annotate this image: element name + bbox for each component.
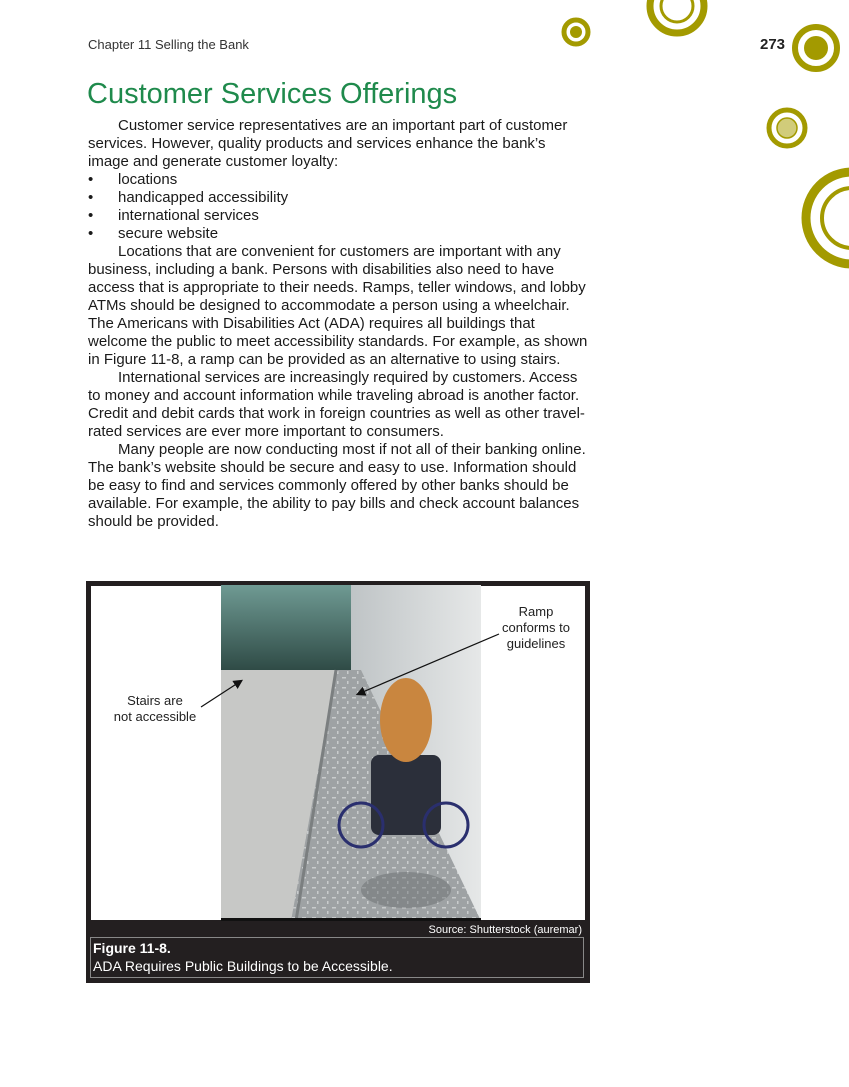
callout-ramp: Ramp conforms to guidelines bbox=[502, 604, 570, 651]
figure-label: Figure 11-8. bbox=[93, 940, 171, 956]
callout-stairs: Stairs are not accessible bbox=[113, 693, 197, 724]
ring-large-icon bbox=[806, 172, 849, 264]
chapter-header: Chapter 11 Selling the Bank bbox=[88, 37, 249, 52]
list-item: • locations bbox=[88, 171, 178, 188]
photo-source: Source: Shutterstock (auremar) bbox=[428, 924, 582, 936]
figure-panel bbox=[91, 586, 585, 920]
figure-11-8 bbox=[86, 581, 590, 983]
figure-caption bbox=[90, 937, 584, 978]
callout-arrows bbox=[91, 586, 585, 920]
paragraph-international: International services are increasingly required by customers. Access to money and account information while traveling abroad is another factor. Credit and debit cards that work in foreign countries as well as other travel-rated services are ever more important to consumers. bbox=[88, 369, 585, 440]
ring-top-icon bbox=[650, 0, 704, 33]
bullet-list bbox=[88, 171, 588, 243]
body-text bbox=[88, 117, 588, 531]
page-number: 273 bbox=[760, 36, 786, 53]
list-item: • handicapped accessibility bbox=[88, 189, 289, 206]
paragraph-online: Many people are now conducting most if not all of their banking online. The bank’s website should be secure and easy to use. Information should be easy to find and services commonly offered by other banks should be available. For example, the ability to pay bills and check account balances should be provided. bbox=[88, 441, 586, 530]
figure-caption-text: ADA Requires Public Buildings to be Accessible. bbox=[93, 958, 393, 974]
section-title: Customer Services Offerings bbox=[87, 78, 458, 110]
intro-paragraph: Customer service representatives are an important part of customer services. However, quality products and services enhance the bank’s image and generate customer loyalty: bbox=[88, 117, 568, 170]
paragraph-locations: Locations that are convenient for customers are important with any business, including a bank. Persons with disabilities also need to have access that is appropriate to their needs. Ramps, teller windows, and lobby ATMs should be designed to accommodate a person using a wheelchair. The Americans with Disabilities Act (ADA) requires all buildings that welcome the public to meet accessibility standards. For example, as shown in Figure 11-8, a ramp can be provided as an alternative to using stairs. bbox=[88, 243, 588, 368]
list-item: • international services bbox=[88, 207, 259, 224]
list-item: • secure website bbox=[88, 225, 219, 242]
